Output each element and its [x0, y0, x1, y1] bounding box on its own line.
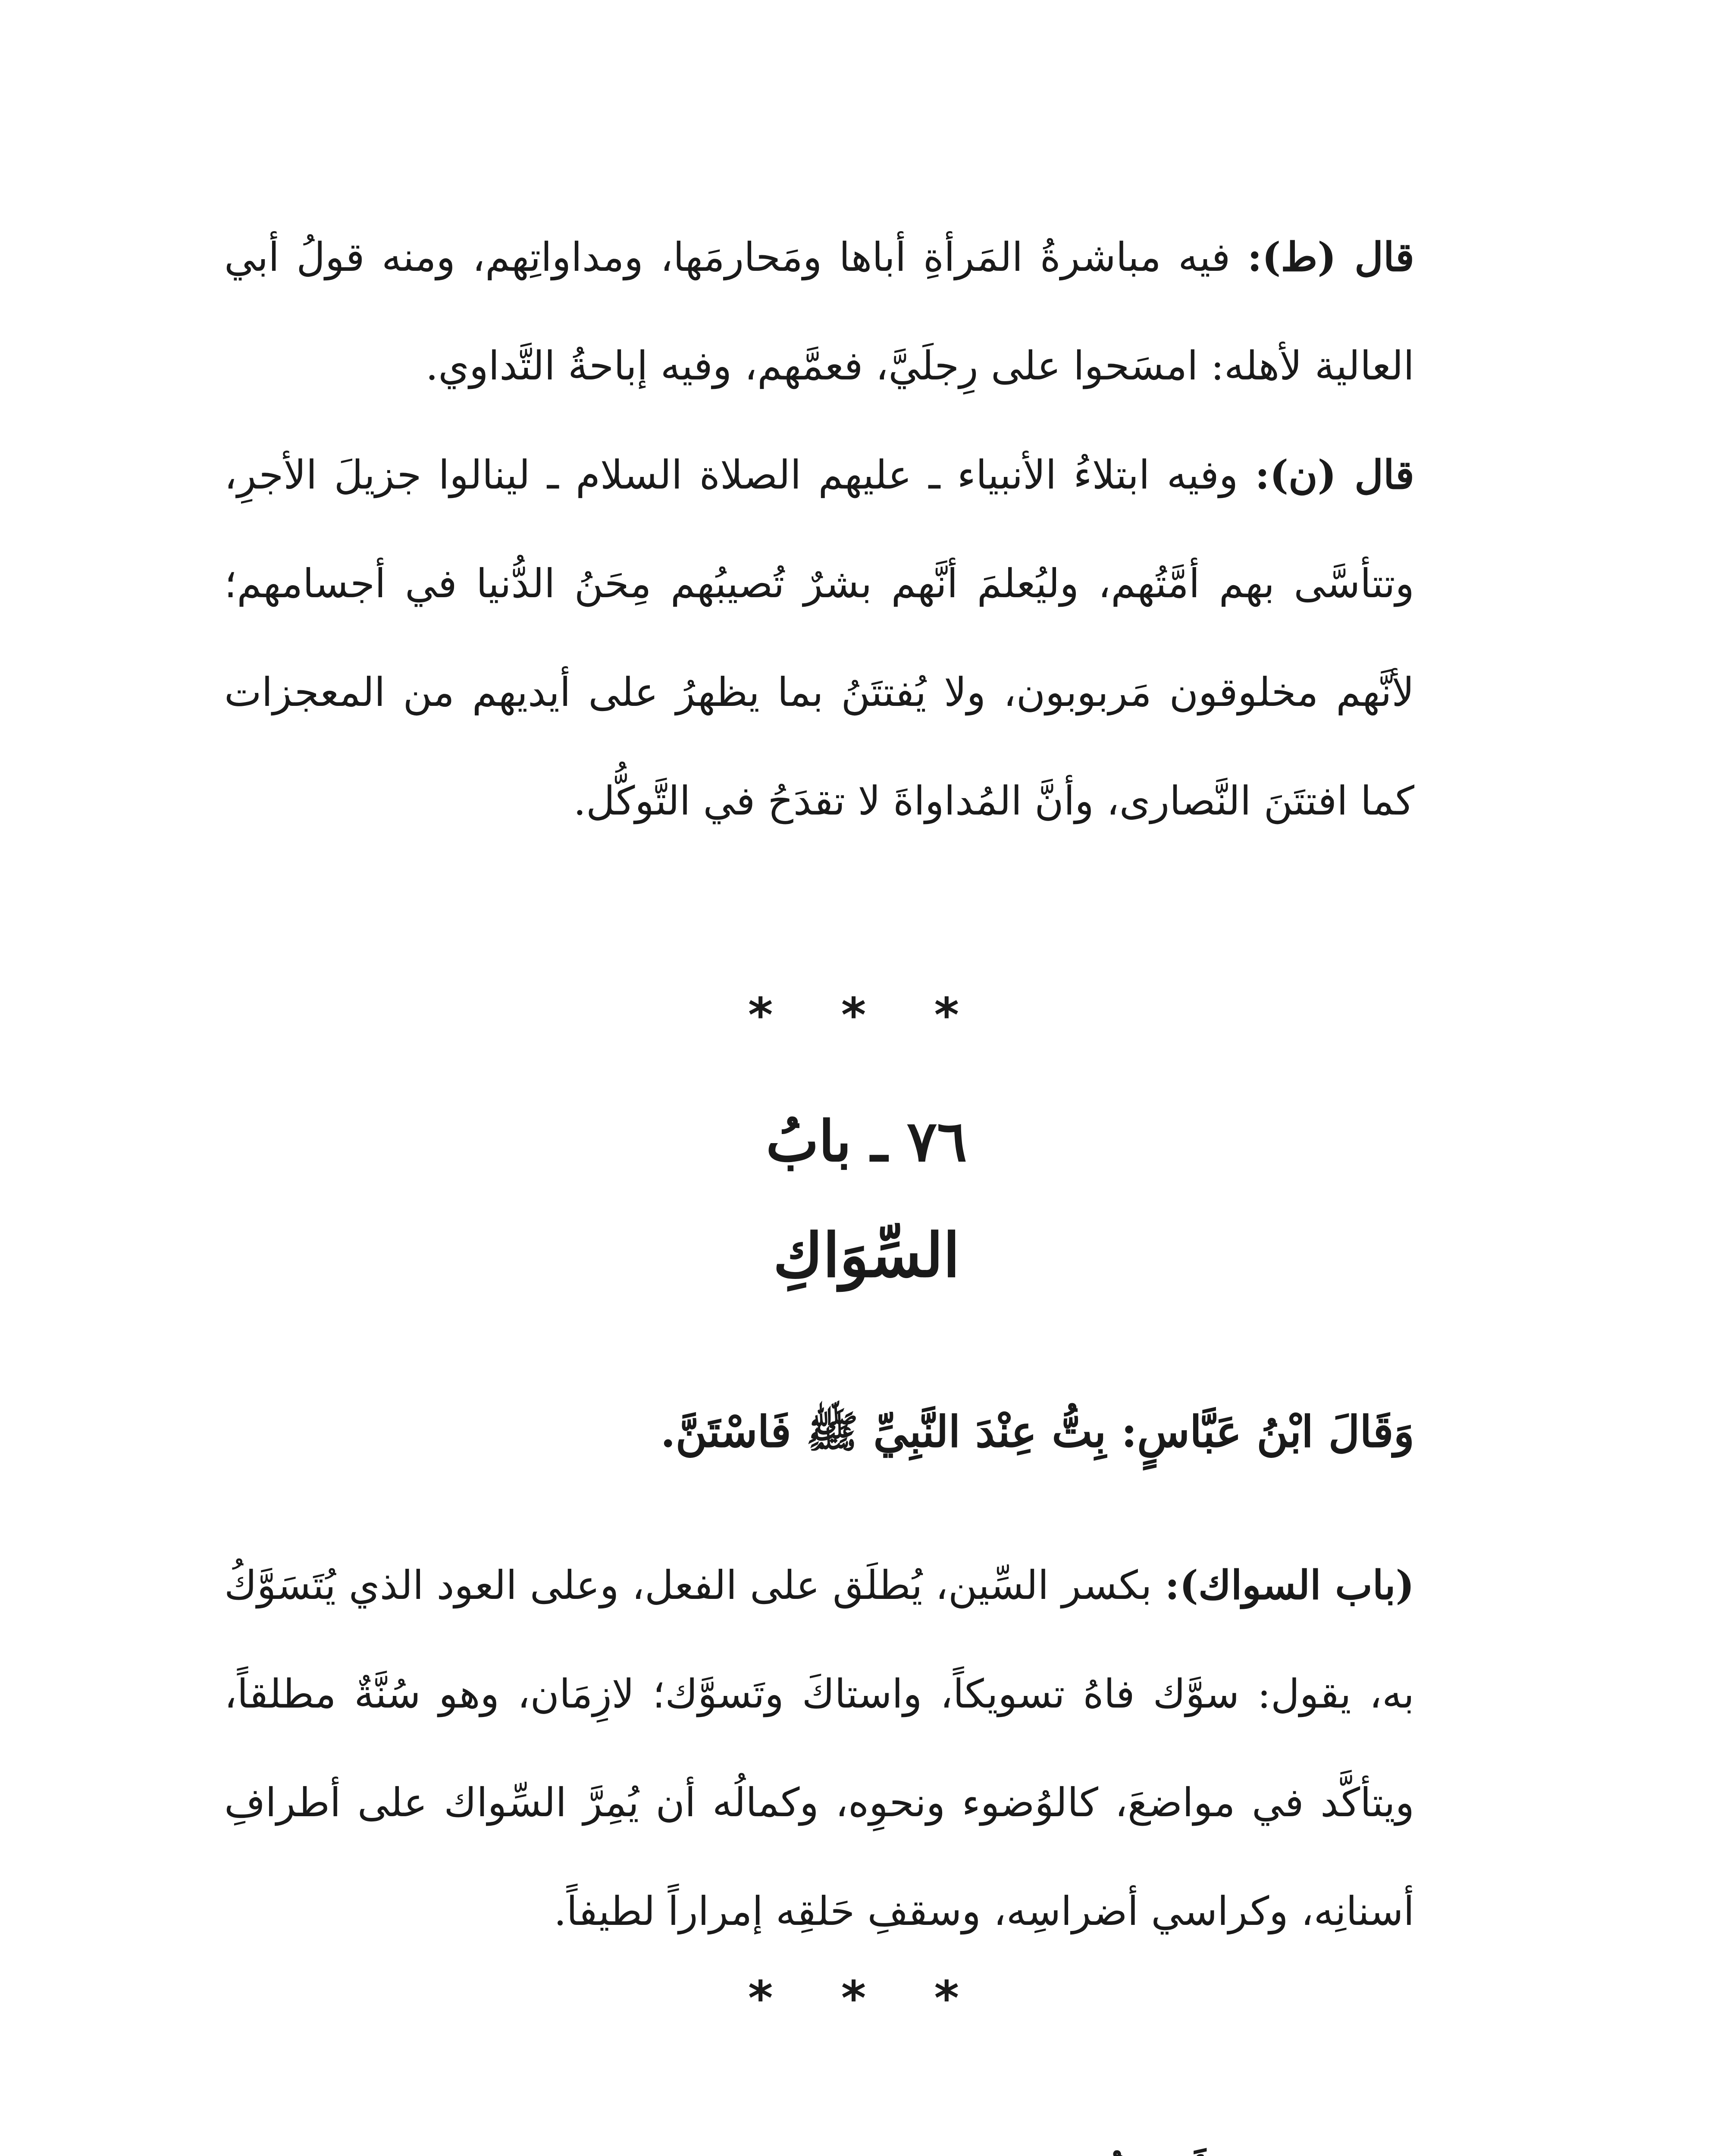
chapter-number: ٧٦ ـ بابُ — [766, 1108, 967, 1174]
section-separator: * * * — [748, 1971, 985, 2026]
chapter-quote: وَقَالَ ابْنُ عَبَّاسٍ: بِتُّ عِنْدَ النَّبِيِّ ﷺ فَاسْتَنَّ. — [660, 1406, 1414, 1457]
commentary-n — [224, 420, 1414, 856]
section-separator: * * * — [748, 987, 985, 1043]
paragraph-t-label: قال (ط): — [1247, 234, 1414, 280]
chapter-title: السِّوَاكِ — [773, 1220, 960, 1291]
hadith-text — [224, 2130, 1414, 2156]
paragraph-bab-label: (باب السواك): — [1165, 1562, 1415, 1608]
paragraph-n — [224, 420, 1414, 856]
paragraph-t — [224, 203, 1414, 420]
paragraph-bab-text: بكسر السِّين، يُطلَق على الفعل، وعلى العود الذي يُتَسَوَّكُ به، يقول: سوَّك فاهُ تسويكاً، واستاكَ وتَسوَّك؛ لازِمَان، وهو سُنَّةٌ مطلقاً، ويتأكَّد في مواضعَ، كالوُضوء ونحوِه، وكمالُه أن يُمِرَّ السِّواك على أطرافِ أسنانِه، وكراسي أضراسِه، وسقفِ حَلقِه إمراراً لطيفاً. — [224, 1562, 1414, 1934]
commentary-bab — [224, 1531, 1414, 1966]
paragraph-n-label: قال (ن): — [1255, 451, 1414, 498]
paragraph-bab — [224, 1531, 1414, 1966]
paragraph-t-text: فيه مباشرةُ المَرأةِ أباها ومَحارمَها، ومداواتِهم، ومنه قولُ أبي العالية لأهله: امسَحوا على رِجلَيَّ، فعمَّهم، وفيه إباحةُ التَّداوي. — [224, 234, 1414, 389]
paragraph-n-text: وفيه ابتلاءُ الأنبياء ـ عليهم الصلاة السلام ـ لينالوا جزيلَ الأجرِ، وتتأسَّى بهم أمَّتُهم، وليُعلمَ أنَّهم بشرٌ تُصيبُهم مِحَنُ الدُّنيا في أجسامهم؛ لأنَّهم مخلوقون مَربوبون، ولا يُفتتَنُ بما يظهرُ على أيديهم من المعجزات كما افتتَنَ النَّصارى، وأنَّ المُداواةَ لا تقدَحُ في التَّوكُّل. — [224, 452, 1414, 824]
commentary-t — [224, 203, 1414, 420]
